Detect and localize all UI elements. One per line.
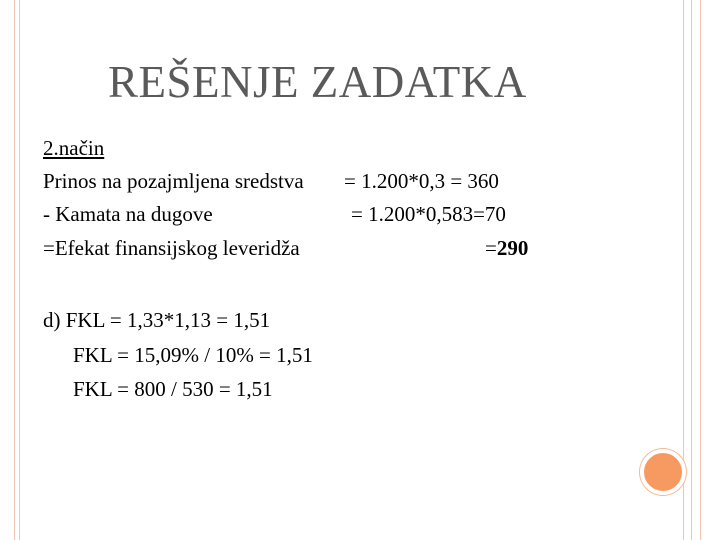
method-label: 2.način xyxy=(43,136,105,160)
fkl-line-2: FKL = 15,09% / 10% = 1,51 xyxy=(73,343,313,367)
right-frame-outer-line xyxy=(700,0,701,540)
row-leverage-value xyxy=(485,236,528,261)
row-yield-formula: = 1.200*0,3 = 360 xyxy=(344,169,499,193)
row-leverage-label: =Efekat finansijskog leveridža xyxy=(43,236,300,260)
row-leverage-number: 290 xyxy=(496,236,529,260)
decorative-circle xyxy=(640,449,686,495)
row-interest-label: - Kamata na dugove xyxy=(43,202,213,226)
slide-title: REŠENJE ZADATKA xyxy=(108,57,527,107)
right-frame-border xyxy=(683,0,692,540)
row-leverage-prefix: = xyxy=(485,236,497,260)
left-frame-border xyxy=(14,0,20,540)
fkl-line-3: FKL = 800 / 530 = 1,51 xyxy=(73,377,273,401)
row-interest-formula: = 1.200*0,583=70 xyxy=(351,202,506,226)
row-yield-label: Prinos na pozajmljena sredstva xyxy=(43,169,304,193)
fkl-line-1: d) FKL = 1,33*1,13 = 1,51 xyxy=(43,308,271,332)
